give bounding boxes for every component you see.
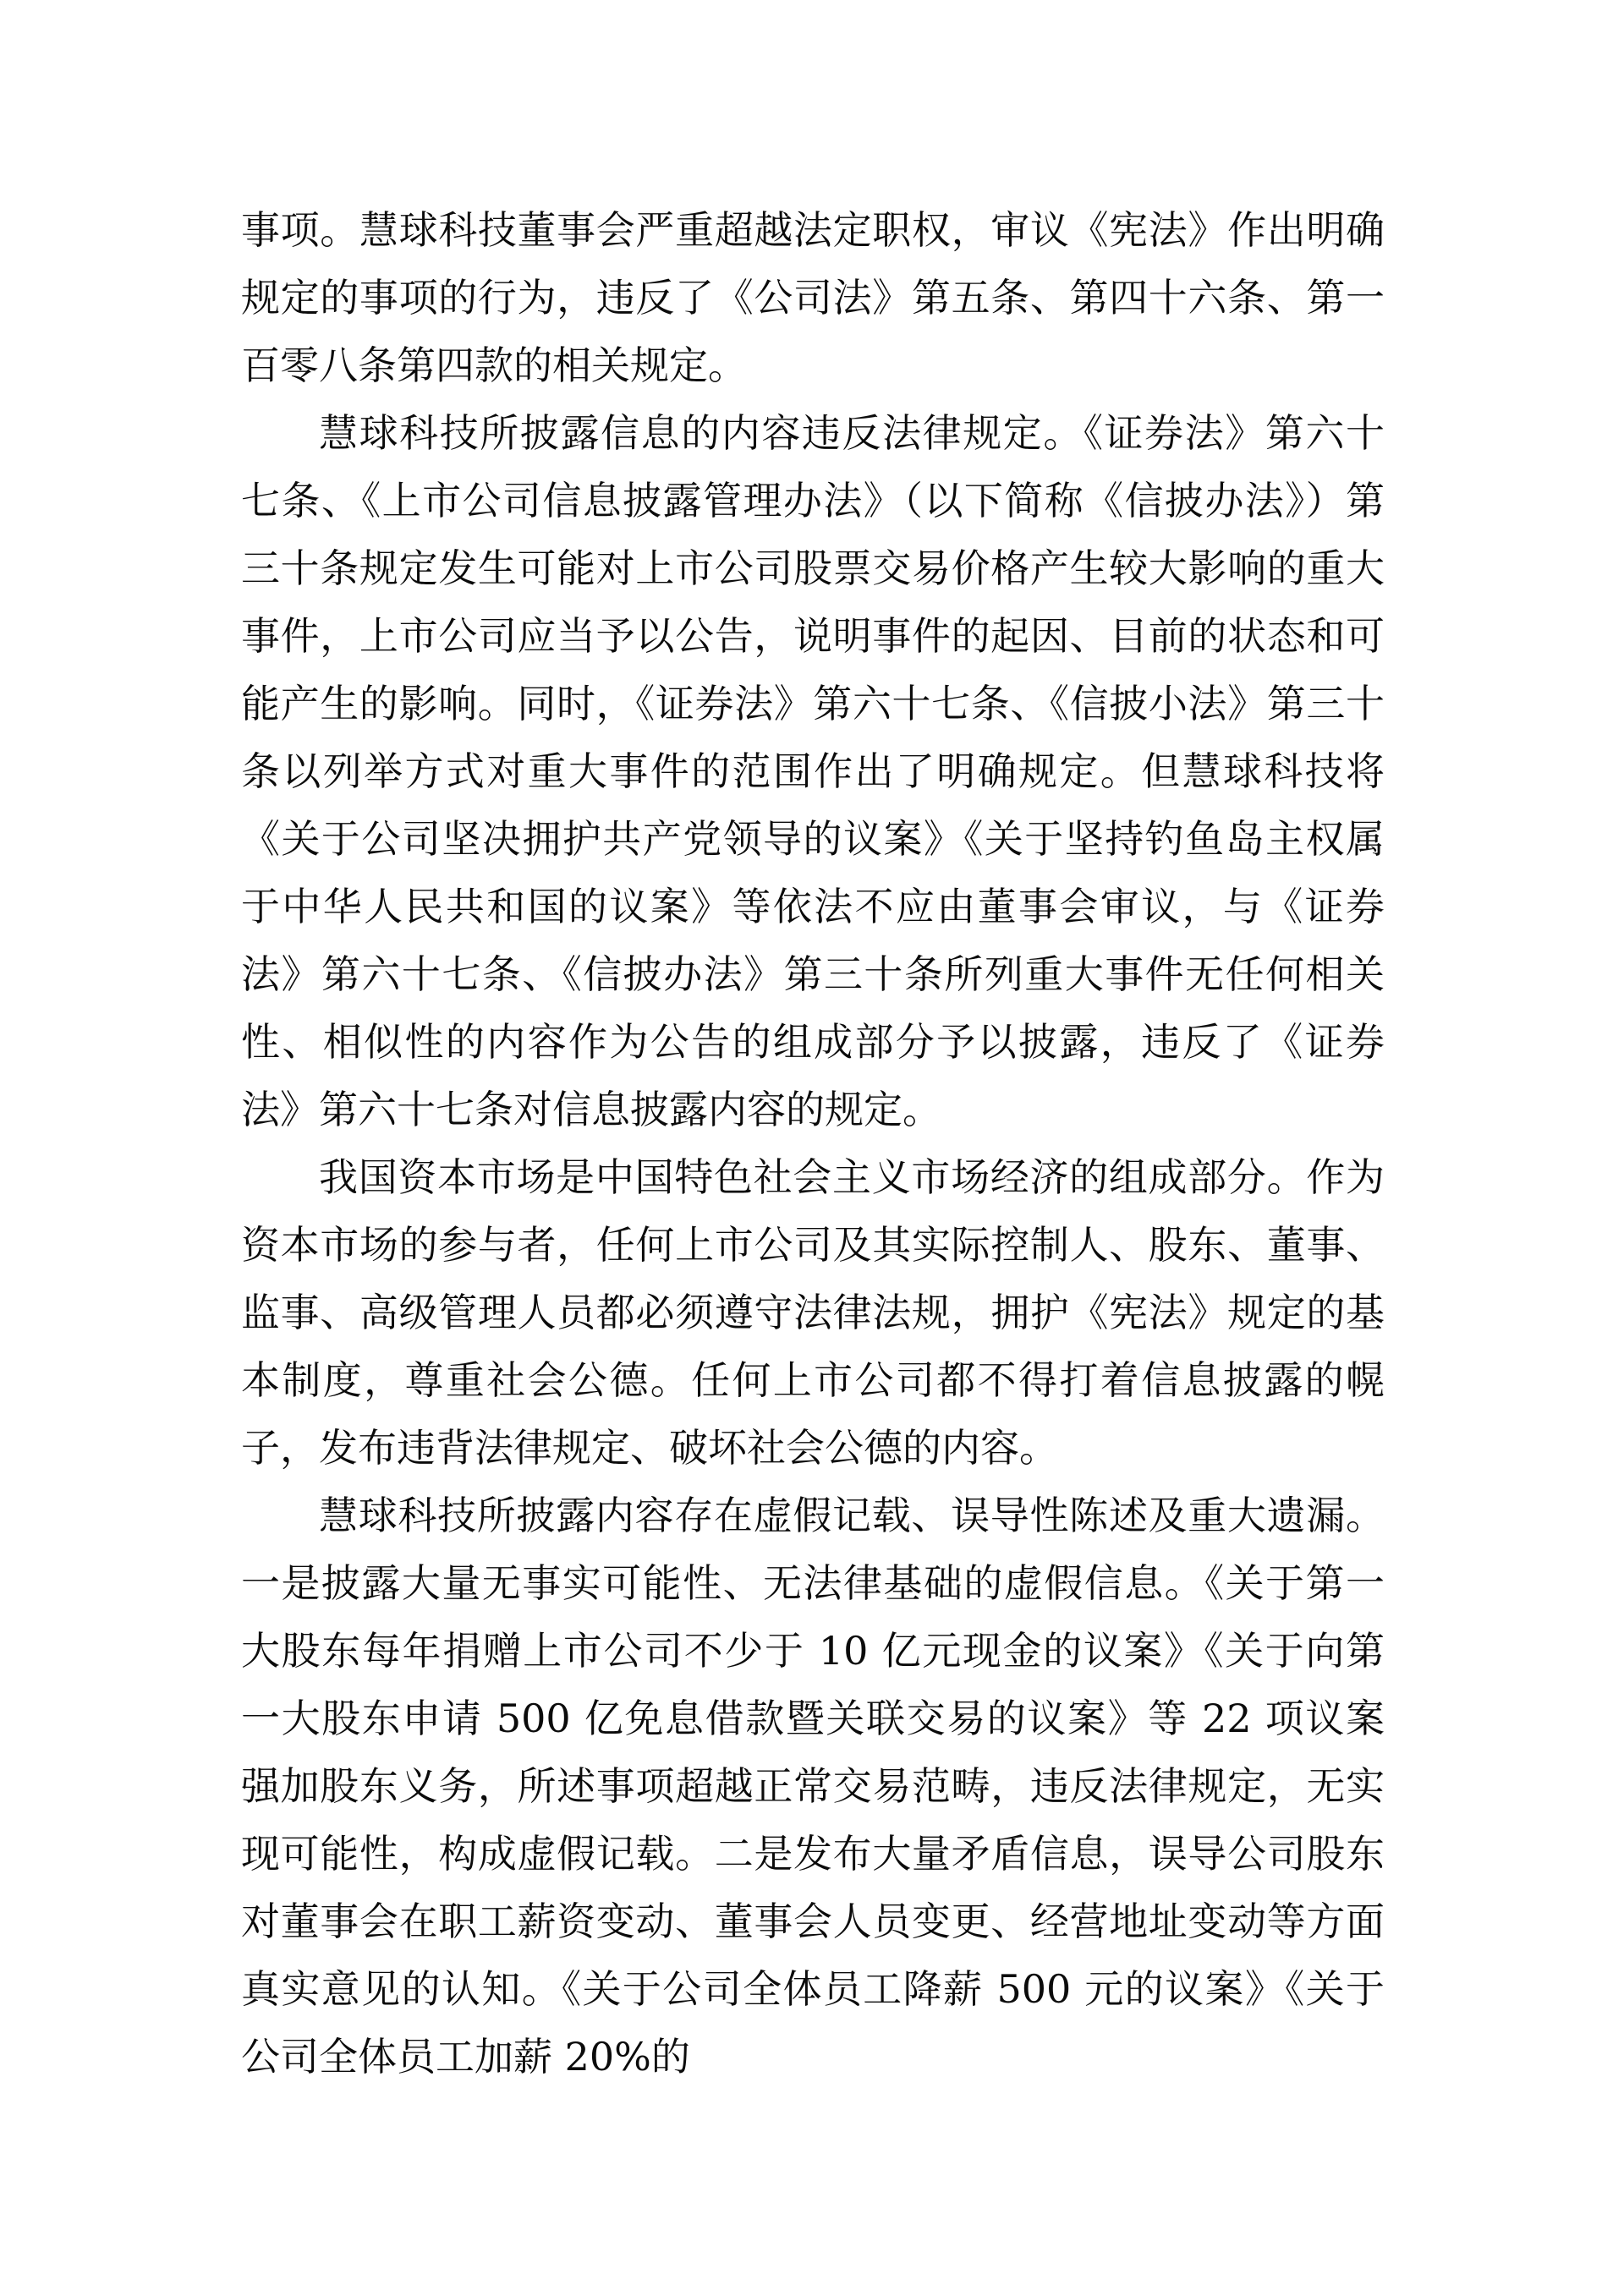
paragraph-1: 事项。慧球科技董事会严重超越法定职权，审议《宪法》作出明确规定的事项的行为，违反了《公司法》第五条、第四十六条、第一百零八条第四款的相关规定。	[241, 207, 1385, 388]
document-text-body	[241, 196, 1385, 2091]
paragraph-4: 慧球科技所披露内容存在虚假记载、误导性陈述及重大遗漏。一是披露大量无事实可能性、无法律基础的虚假信息。《关于第一大股东每年捐赠上市公司不少于 10 亿元现金的议案》《关于向第一大股东申请 500 亿免息借款暨关联交易的议案》等 22 项议案强加股东义务，所述事项超越正常交易范畴，违反法律规定，无实现可能性，构成虚假记载。二是发布大量矛盾信息，误导公司股东对董事会在职工薪资变动、董事会人员变更、经营地址变动等方面真实意见的认知。《关于公司全体员工降薪 500 元的议案》《关于公司全体员工加薪 20%的	[241, 1493, 1385, 2080]
paragraph-3: 我国资本市场是中国特色社会主义市场经济的组成部分。作为资本市场的参与者，任何上市公司及其实际控制人、股东、董事、监事、高级管理人员都必须遵守法律法规，拥护《宪法》规定的基本制度，尊重社会公德。任何上市公司都不得打着信息披露的幌子，发布违背法律规定、破坏社会公德的内容。	[241, 1154, 1385, 1471]
paragraph-2: 慧球科技所披露信息的内容违反法律规定。《证券法》第六十七条、《上市公司信息披露管理办法》（以下简称《信披办法》）第三十条规定发生可能对上市公司股票交易价格产生较大影响的重大事件，上市公司应当予以公告，说明事件的起因、目前的状态和可能产生的影响。同时，《证券法》第六十七条、《信披小法》第三十条以列举方式对重大事件的范围作出了明确规定。但慧球科技将《关于公司坚决拥护共产党领导的议案》《关于坚持钓鱼岛主权属于中华人民共和国的议案》等依法不应由董事会审议，与《证券法》第六十七条、《信披办法》第三十条所列重大事件无任何相关性、相似性的内容作为公告的组成部分予以披露，违反了《证券法》第六十七条对信息披露内容的规定。	[241, 410, 1385, 1132]
